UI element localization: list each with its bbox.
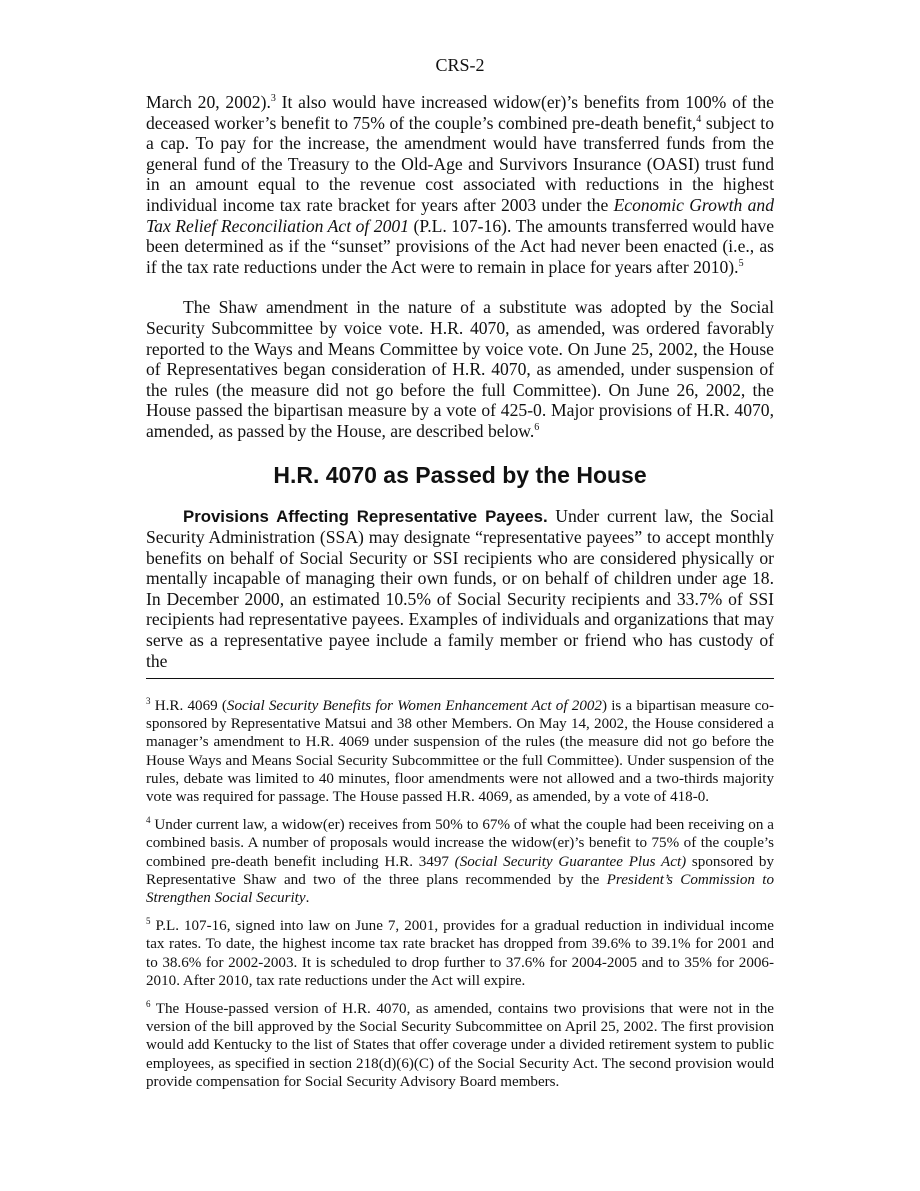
footnote-4-text-b: sponsored by Representative Shaw and two of the three plans recommended by the (146, 853, 774, 888)
footnote-number-5: 5 (146, 916, 151, 927)
paragraph-1-text-a: March 20, 2002). (146, 92, 271, 112)
paragraph-2 (146, 297, 774, 441)
footnote-5-text: P.L. 107-16, signed into law on June 7, 2001, provides for a gradual reduction in individual income tax rates. To date, the highest income tax rate bracket has dropped from 39.6% to 39.1% for 2001 and to 38.6% for 2002-2003. It is scheduled to drop further to 37.6% for 2004-2005 and to 35% for 2006-2010. After 2010, tax rate reductions under the Act will expire. (146, 918, 774, 989)
footnote-separator (146, 678, 774, 679)
act-title: Economic Growth and Tax Relief Reconciliation Act of 2001 (146, 194, 774, 236)
footnote-3-text-a: H.R. 4069 ( (150, 698, 227, 714)
footnote-3 (146, 697, 774, 806)
footnote-ref-4: 4 (696, 113, 702, 125)
footnote-ref-5: 5 (738, 257, 744, 269)
footnote-4-text-a: Under current law, a widow(er) receives from 50% to 67% of what the couple had been receiving on a combined basis. A number of proposals would increase the widow(er)’s benefit to 75% of the couple’s combined pre-death benefit including H.R. 3497 (146, 817, 774, 870)
paragraph-1-text-d: (P.L. 107-16). The amounts transferred would have been determined as if the “sunset” provisions of the Act had never been enacted (i.e., as if the tax rate reductions under the Act were to remain in place for years after 2010). (146, 215, 774, 277)
footnote-4-text-c: . (305, 890, 310, 907)
footnote-3-text-b: ) is a bipartisan measure co-sponsored by Representative Matsui and 38 other Members. On May 14, 2002, the House considered a manager’s amendment to H.R. 4069 under suspension of the rules (the measure did not go before the House Ways and Means Social Security Subcommittee or the full Committee). Under suspension of the rules, debate was limited to 40 minutes, floor amendments were not allowed and a two-thirds majority vote was required for passage. The House passed H.R. 4069, as amended, by a vote of 418-0. (146, 698, 774, 806)
footnote-ref-3: 3 (270, 93, 276, 105)
section-heading: H.R. 4070 as Passed by the House (273, 461, 647, 488)
page-number: CRS-2 (435, 55, 485, 75)
paragraph-1-text-c: subject to a cap. To pay for the increase, the amendment would have transferred funds from the general fund of the Treasury to the Old-Age and Survivors Insurance (OASI) trust fund in an amount equal to the revenue cost associated with reductions in the highest individual income tax rate bracket for years after 2003 under the (146, 112, 774, 215)
paragraph-3-text: Under current law, the Social Security Administration (SSA) may designate “representative payees” to accept monthly benefits on behalf of Social Security or SSI recipients who are considered physically or mentally incapable of managing their own funds, or on behalf of children under age 18. In December 2000, an estimated 10.5% of Social Security recipients and 33.7% of SSI recipients had representative payees. Examples of individuals and organizations that may serve as a representative payee include a family member or friend who has custody of the (146, 505, 774, 671)
footnote-4-italic-b: President’s Commission to Strengthen Social Security (146, 871, 775, 907)
footnote-5 (146, 917, 774, 990)
paragraph-3-run-in-heading: Provisions Affecting Representative Payees. (183, 506, 548, 526)
footnote-ref-6: 6 (534, 422, 540, 434)
footnote-6 (146, 1000, 774, 1091)
footnote-4 (146, 816, 774, 907)
footnote-4-italic-a: (Social Security Guarantee Plus Act) (454, 853, 687, 870)
footnote-3-italic: Social Security Benefits for Women Enhancement Act of 2002 (226, 698, 602, 714)
footnote-6-text: The House-passed version of H.R. 4070, as amended, contains two provisions that were not in the version of the bill approved by the Social Security Subcommittee on April 25, 2002. The first provision would add Kentucky to the list of States that offer coverage under a divided retirement system to public employees, as specified in section 218(d)(6)(C) of the Social Security Act. The second provision would provide compensation for Social Security Advisory Board members. (146, 1001, 774, 1090)
footnote-number-6: 6 (146, 999, 151, 1010)
paragraph-1 (146, 92, 774, 277)
paragraph-3 (146, 506, 774, 672)
paragraph-1-text-b: It also would have increased widow(er)’s benefits from 100% of the deceased worker’s benefit to 75% of the couple’s combined pre-death benefit, (146, 92, 774, 133)
footnotes (146, 697, 774, 1101)
body-text (146, 92, 774, 671)
paragraph-2-text: The Shaw amendment in the nature of a substitute was adopted by the Social Security Subcommittee by voice vote. H.R. 4070, as amended, was ordered favorably reported to the Ways and Means Committee by voice vote. On June 25, 2002, the House of Representatives began consideration of H.R. 4070, as amended, under suspension of the rules (the measure did not go before the full Committee). On June 26, 2002, the House passed the bipartisan measure by a vote of 425-0. Major provisions of H.R. 4070, amended, as passed by the House, are described below. (146, 297, 774, 441)
footnote-number-3: 3 (146, 695, 151, 706)
footnote-number-4: 4 (146, 815, 151, 826)
